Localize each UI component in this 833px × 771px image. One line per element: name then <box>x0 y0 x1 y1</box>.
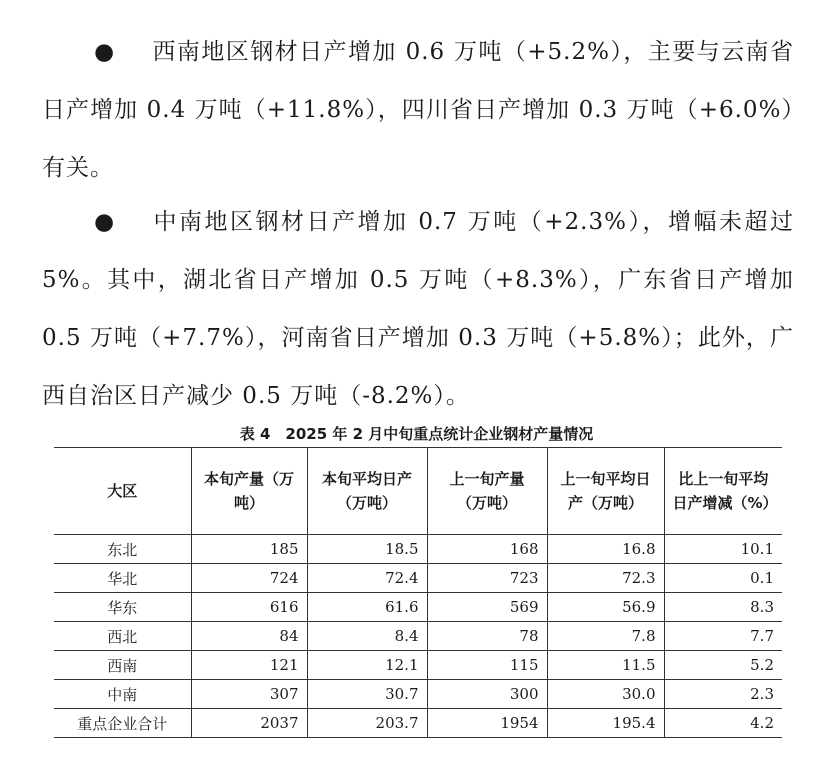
header-daily-change: 比上一旬平均日产增减（%） <box>664 448 782 535</box>
value-cell: 8.4 <box>307 622 427 651</box>
value-cell: 30.7 <box>307 680 427 709</box>
value-cell: 724 <box>191 564 307 593</box>
table-body <box>54 535 782 738</box>
paragraph-text: 中南地区钢材日产增加 0.7 万吨（+2.3%），增幅未超过 5%。其中，湖北省日产增加 0.5 万吨（+8.3%），广东省日产增加 0.5 万吨（+7.7%），河南省日产增加 0.3 万吨（+5.8%）；此外，广西自治区日产减少 0.5 万吨（-8.2%）。 <box>42 209 794 409</box>
region-cell: 华东 <box>54 593 191 622</box>
value-cell: 2037 <box>191 709 307 738</box>
value-cell: 203.7 <box>307 709 427 738</box>
region-cell: 中南 <box>54 680 191 709</box>
value-cell: 0.1 <box>664 564 782 593</box>
value-cell: 30.0 <box>547 680 664 709</box>
region-cell: 东北 <box>54 535 191 564</box>
paragraph-text: 西南地区钢材日产增加 0.6 万吨（+5.2%），主要与云南省日产增加 0.4 万吨（+11.8%），四川省日产增加 0.3 万吨（+6.0%）有关。 <box>42 39 794 181</box>
value-cell: 5.2 <box>664 651 782 680</box>
value-cell: 18.5 <box>307 535 427 564</box>
value-cell: 195.4 <box>547 709 664 738</box>
header-current-daily: 本旬平均日产（万吨） <box>307 448 427 535</box>
table-row <box>54 622 782 651</box>
table-row <box>54 564 782 593</box>
table-header-row <box>54 448 782 535</box>
header-previous-output: 上一旬产量（万吨） <box>427 448 547 535</box>
table-row <box>54 535 782 564</box>
value-cell: 1954 <box>427 709 547 738</box>
table-row <box>54 651 782 680</box>
steel-output-table <box>54 447 782 738</box>
header-region: 大区 <box>54 448 191 535</box>
value-cell: 84 <box>191 622 307 651</box>
value-cell: 11.5 <box>547 651 664 680</box>
region-cell: 华北 <box>54 564 191 593</box>
region-cell: 西北 <box>54 622 191 651</box>
value-cell: 56.9 <box>547 593 664 622</box>
region-cell: 西南 <box>54 651 191 680</box>
value-cell: 16.8 <box>547 535 664 564</box>
table-row <box>54 593 782 622</box>
value-cell: 61.6 <box>307 593 427 622</box>
value-cell: 723 <box>427 564 547 593</box>
value-cell: 121 <box>191 651 307 680</box>
table-row <box>54 709 782 738</box>
header-previous-daily: 上一旬平均日产（万吨） <box>547 448 664 535</box>
table-caption: 表 4 2025 年 2 月中旬重点统计企业钢材产量情况 <box>239 425 594 443</box>
region-cell: 重点企业合计 <box>54 709 191 738</box>
value-cell: 10.1 <box>664 535 782 564</box>
table-row <box>54 680 782 709</box>
value-cell: 307 <box>191 680 307 709</box>
value-cell: 12.1 <box>307 651 427 680</box>
value-cell: 2.3 <box>664 680 782 709</box>
bullet-icon: ● <box>94 209 116 235</box>
value-cell: 72.3 <box>547 564 664 593</box>
header-current-output: 本旬产量（万吨） <box>191 448 307 535</box>
bullet-icon: ● <box>94 39 116 65</box>
value-cell: 115 <box>427 651 547 680</box>
value-cell: 569 <box>427 593 547 622</box>
value-cell: 300 <box>427 680 547 709</box>
value-cell: 72.4 <box>307 564 427 593</box>
paragraph-central-south <box>42 193 794 425</box>
paragraph-southwest <box>42 23 794 197</box>
value-cell: 4.2 <box>664 709 782 738</box>
value-cell: 7.8 <box>547 622 664 651</box>
value-cell: 185 <box>191 535 307 564</box>
value-cell: 8.3 <box>664 593 782 622</box>
value-cell: 168 <box>427 535 547 564</box>
value-cell: 78 <box>427 622 547 651</box>
value-cell: 616 <box>191 593 307 622</box>
value-cell: 7.7 <box>664 622 782 651</box>
